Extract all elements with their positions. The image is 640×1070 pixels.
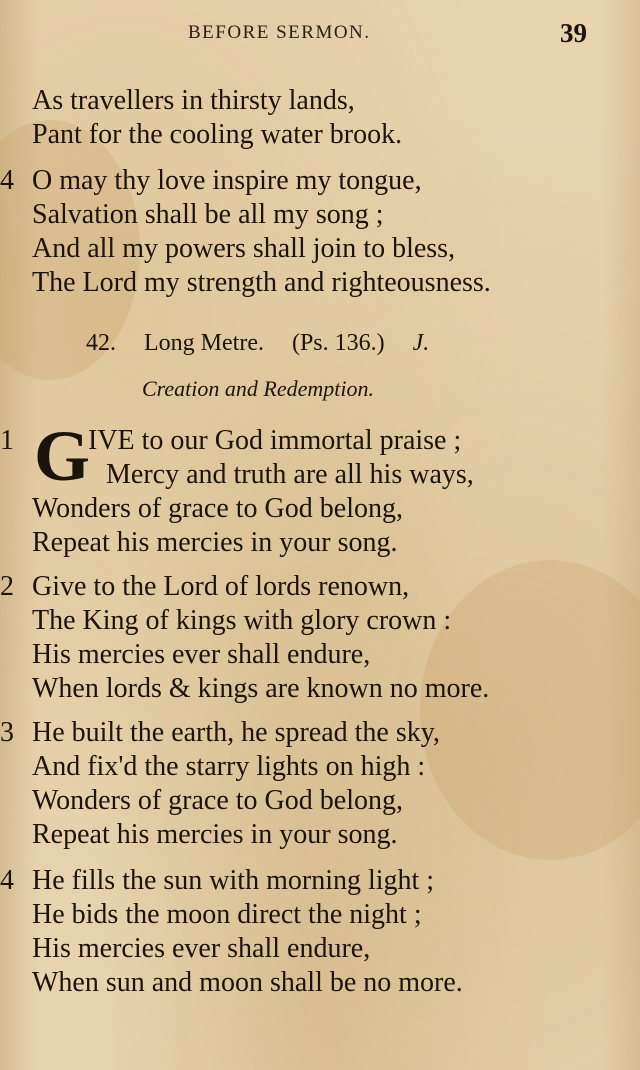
hymn-line: Give to the Lord of lords renown,	[32, 571, 410, 602]
verse-number: 4	[0, 165, 14, 196]
hymn-line: Mercy and truth are all his ways,	[106, 459, 474, 490]
drop-cap: G	[34, 416, 91, 496]
hymn-line: Repeat his mercies in your song.	[32, 527, 398, 558]
hymn-line: The Lord my strength and righteousness.	[32, 267, 491, 298]
hymn-number: 42.	[86, 330, 116, 356]
hymn-line: As travellers in thirsty lands,	[32, 85, 355, 116]
verse-number: 4	[0, 865, 14, 896]
hymn-line: Wonders of grace to God belong,	[32, 493, 403, 524]
hymn-line: The King of kings with glory crown :	[32, 605, 452, 636]
hymn-line: He built the earth, he spread the sky,	[32, 717, 440, 748]
hymn-line: And all my powers shall join to bless,	[32, 233, 456, 264]
running-head: BEFORE SERMON.	[188, 22, 371, 43]
hymn-author: J.	[412, 330, 430, 356]
hymn-line: His mercies ever shall endure,	[32, 933, 371, 964]
hymn-line: O may thy love inspire my tongue,	[32, 165, 422, 196]
hymn-line: Wonders of grace to God belong,	[32, 785, 403, 816]
hymn-psalm: (Ps. 136.)	[291, 330, 385, 356]
verse-number: 1	[0, 425, 14, 456]
hymn-line: And fix'd the starry lights on high :	[32, 751, 426, 782]
hymn-title: Creation and Redemption.	[142, 376, 374, 401]
hymn-line: When sun and moon shall be no more.	[32, 967, 463, 998]
verse-number: 2	[0, 571, 14, 602]
verse-number: 3	[0, 717, 14, 748]
hymn-line: He bids the moon direct the night ;	[32, 899, 422, 930]
hymn-line: He fills the sun with morning light ;	[32, 865, 435, 896]
hymn-line: Salvation shall be all my song ;	[32, 199, 384, 230]
hymn-metre: Long Metre.	[144, 330, 264, 356]
paper-stain	[420, 560, 640, 860]
page-number: 39	[560, 18, 587, 48]
hymn-line: IVE to our God immortal praise ;	[88, 425, 462, 456]
hymn-line: Pant for the cooling water brook.	[32, 119, 403, 150]
hymn-heading	[86, 330, 451, 357]
hymn-line: His mercies ever shall endure,	[32, 639, 371, 670]
hymn-line: Repeat his mercies in your song.	[32, 819, 398, 850]
hymn-line: When lords & kings are known no more.	[32, 673, 490, 704]
